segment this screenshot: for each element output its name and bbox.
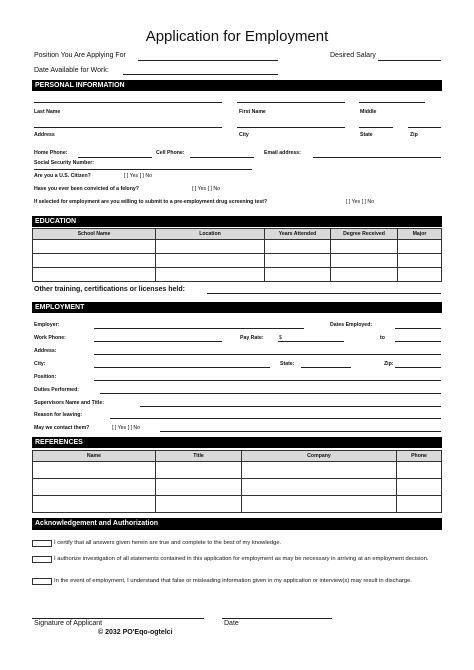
state-field[interactable] — [359, 127, 393, 128]
table-row — [33, 462, 442, 479]
zip-label: Zip — [410, 132, 418, 138]
duties-label: Duties Performed: — [34, 387, 79, 393]
references-heading: REFERENCES — [32, 437, 442, 448]
cell-phone-label: Cell Phone: — [156, 150, 185, 156]
reason-leaving-field[interactable] — [110, 418, 441, 419]
emp-city-label: City: — [34, 361, 46, 367]
pay-rate-field[interactable] — [278, 341, 344, 342]
footer-copyright: © 2032 PO'Eqo-ogtelci — [98, 629, 173, 636]
ssn-field[interactable] — [34, 169, 252, 170]
drug-test-label: If selected for employment are you willing to submit to a pre-employment drug screening test? — [34, 199, 268, 205]
references-table — [32, 450, 442, 513]
home-phone-field[interactable] — [78, 157, 152, 158]
supervisor-label: Supervisors Name and Title: — [34, 400, 104, 406]
date-available-label: Date Available for Work: — [34, 67, 109, 74]
email-field[interactable] — [313, 157, 441, 158]
col-school-name: School Name — [33, 229, 156, 240]
col-location: Location — [156, 229, 265, 240]
first-name-field[interactable] — [237, 102, 345, 103]
first-name-label: First Name — [239, 109, 266, 115]
ack-initial-box-1[interactable] — [32, 540, 52, 547]
ack-initial-box-2[interactable] — [32, 556, 52, 563]
home-phone-label: Home Phone: — [34, 150, 68, 156]
ack-text-3: In the event of employment, I understand that false or misleading information given in my application or interview(s) may result in discharge. — [54, 578, 412, 584]
emp-address-label: Address: — [34, 348, 57, 354]
dates-to-field[interactable] — [395, 341, 441, 342]
ack-text-1: I certify that all answers given herein are true and complete to the best of my knowledge. — [54, 540, 282, 546]
other-training-label: Other training, certifications or licenses held: — [34, 286, 185, 293]
middle-label: Middle — [360, 109, 377, 115]
col-years-attended: Years Attended — [265, 229, 331, 240]
employer-label: Employer: — [34, 322, 60, 328]
ssn-label: Social Security Number: — [34, 160, 94, 166]
contact-label: May we contact them? — [34, 425, 90, 431]
col-ref-name: Name — [33, 451, 156, 462]
address-label: Address — [34, 132, 55, 138]
other-training-field[interactable] — [207, 293, 441, 294]
pay-rate-label: Pay Rate: — [240, 335, 264, 341]
last-name-field[interactable] — [34, 102, 222, 103]
city-field[interactable] — [237, 127, 345, 128]
col-major: Major — [398, 229, 442, 240]
signature-label: Signature of Applicant — [34, 620, 103, 627]
last-name-label: Last Name — [34, 109, 61, 115]
personal-heading: PERSONAL INFORMATION — [32, 80, 442, 91]
col-ref-phone: Phone — [397, 451, 442, 462]
emp-city-field[interactable] — [94, 367, 270, 368]
citizen-label: Are you a U.S. Citizen? — [34, 173, 91, 179]
salary-label: Desired Salary — [330, 52, 376, 59]
cell-phone-field[interactable] — [190, 157, 254, 158]
contact-options[interactable]: [ ] Yes [ ] No — [112, 425, 140, 431]
signature-line[interactable] — [32, 618, 204, 619]
emp-zip-label: Zip: — [384, 361, 394, 367]
middle-field[interactable] — [359, 102, 425, 103]
emp-address-field[interactable] — [94, 354, 441, 355]
position-held-label: Position: — [34, 374, 57, 380]
city-label: City — [239, 132, 249, 138]
page-title: Application for Employment — [145, 28, 329, 45]
salary-field[interactable] — [378, 60, 441, 61]
ack-heading: Acknowledgement and Authorization — [32, 518, 442, 530]
education-heading: EDUCATION — [32, 216, 442, 227]
drug-test-options[interactable]: [ ] Yes [ ] No — [346, 199, 374, 205]
date-line[interactable] — [222, 618, 332, 619]
address-field[interactable] — [34, 127, 222, 128]
position-field[interactable] — [138, 60, 278, 61]
emp-state-field[interactable] — [301, 367, 351, 368]
email-label: Email address: — [264, 150, 301, 156]
zip-field[interactable] — [408, 127, 441, 128]
emp-zip-field[interactable] — [395, 367, 441, 368]
dates-employed-label: Dates Employed: — [330, 322, 373, 328]
date-available-field[interactable] — [123, 74, 278, 75]
col-ref-company: Company — [242, 451, 397, 462]
reason-leaving-label: Reason for leaving: — [34, 412, 83, 418]
signature-date-label: Date — [224, 620, 239, 627]
education-table — [32, 228, 442, 282]
supervisor-field[interactable] — [140, 406, 441, 407]
ack-text-2: I authorize investigation of all statements contained in this application for employment as may be necessary in arriving at an employment decision. — [54, 556, 429, 562]
citizen-options[interactable]: [ ] Yes [ ] No — [124, 173, 152, 179]
employer-field[interactable] — [94, 328, 304, 329]
ack-initial-box-3[interactable] — [32, 578, 52, 585]
table-row — [33, 496, 442, 513]
dollar-sign: $ — [279, 335, 282, 341]
work-phone-field[interactable] — [94, 341, 222, 342]
table-row — [33, 479, 442, 496]
felony-label: Have you ever been convicted of a felony? — [34, 186, 139, 192]
col-degree-received: Degree Received — [331, 229, 398, 240]
employment-heading: EMPLOYMENT — [32, 302, 442, 313]
col-ref-title: Title — [156, 451, 242, 462]
work-phone-label: Work Phone: — [34, 335, 66, 341]
position-held-field[interactable] — [94, 380, 441, 381]
duties-field[interactable] — [100, 393, 441, 394]
felony-options[interactable]: [ ] Yes [ ] No — [192, 186, 220, 192]
table-row — [33, 240, 442, 254]
state-label: State — [360, 132, 373, 138]
contact-field[interactable] — [160, 431, 441, 432]
table-row — [33, 254, 442, 268]
to-label: to — [380, 335, 385, 341]
dates-employed-field[interactable] — [395, 328, 441, 329]
position-label: Position You Are Applying For — [34, 52, 126, 59]
emp-state-label: State: — [280, 361, 295, 367]
table-row — [33, 268, 442, 282]
